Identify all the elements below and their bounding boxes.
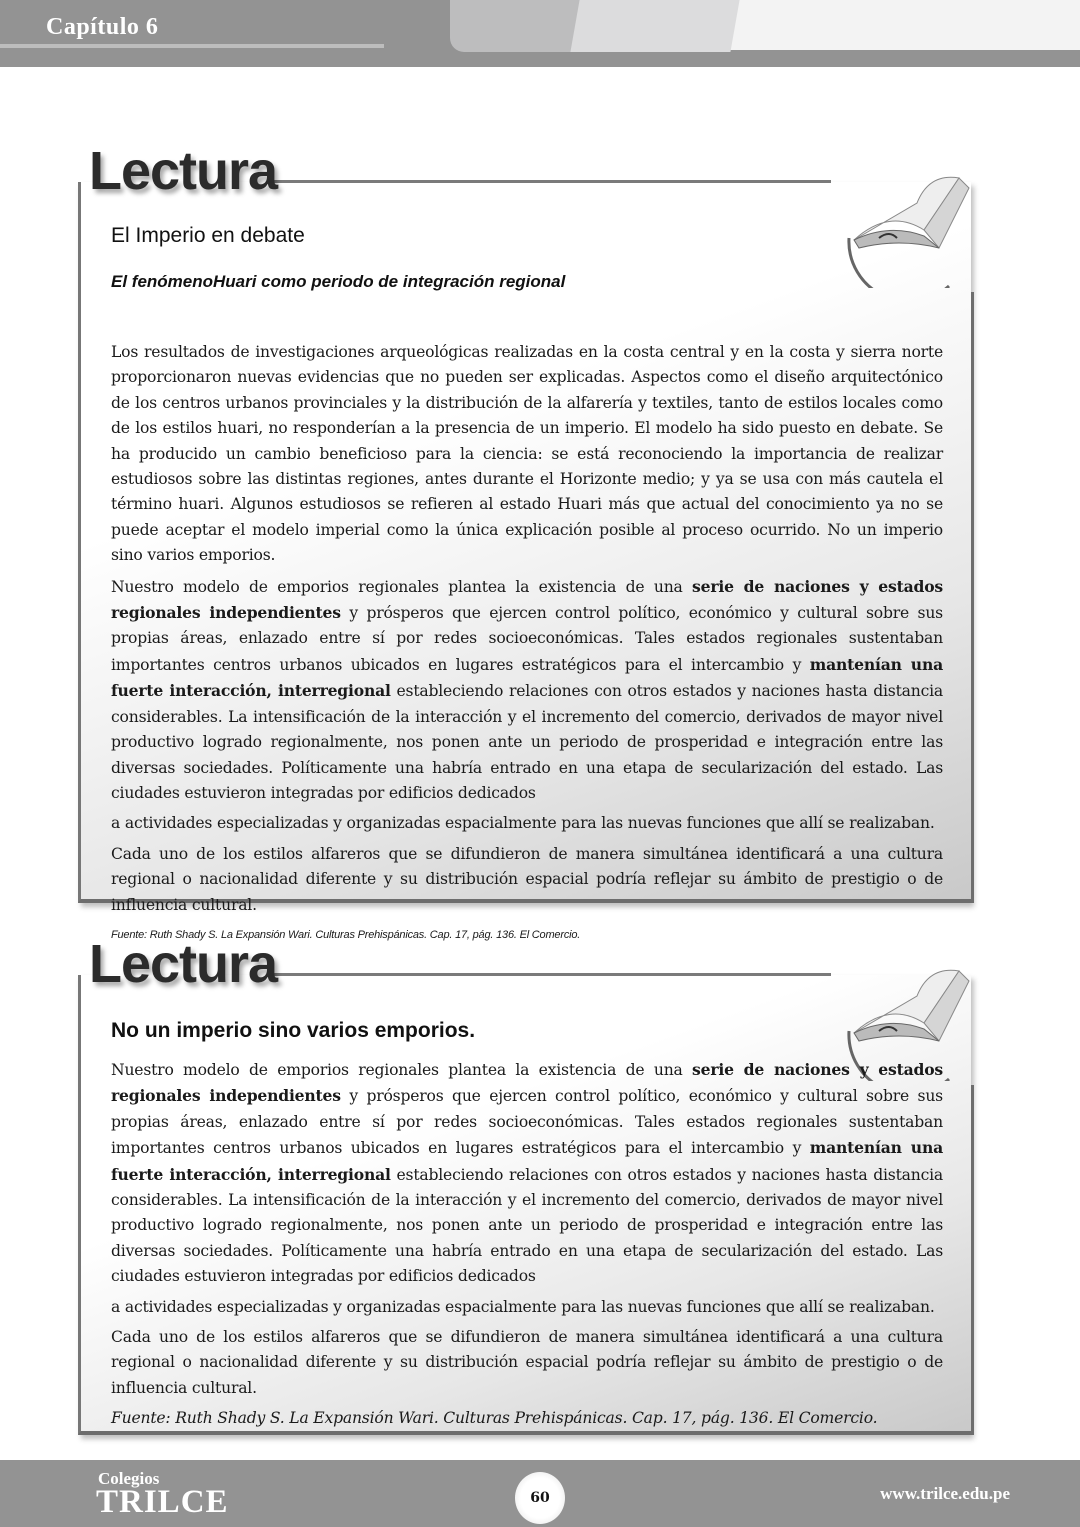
text: Cada uno de los estilos alfareros que se difundieron de manera simultánea identificará a una cultura regional o nacionalidad diferente y su distribución espacial podría reflejar su ámbito de prestigio o de influencia cultural. — [111, 844, 943, 914]
text: a actividades especializadas y organizadas espacialmente para las nuevas funciones que allí se realizaban. — [111, 814, 935, 833]
page-number: 60 — [515, 1472, 565, 1524]
text: Nuestro modelo de emporios regionales plantea la existencia de una — [111, 577, 693, 596]
header-divider — [0, 44, 384, 48]
text: Nuestro modelo de emporios regionales plantea la existencia de una — [111, 1061, 693, 1079]
reading-source: Fuente: Ruth Shady S. La Expansión Wari. Culturas Prehispánicas. Cap. 17, pág. 136. El Comercio. — [111, 928, 581, 941]
paragraph — [111, 842, 943, 918]
paragraph — [111, 1057, 943, 1290]
header-decoration — [700, 0, 1080, 50]
reading-title: No un imperio sino varios emporios. — [111, 1019, 476, 1042]
page-footer — [0, 1460, 1080, 1527]
header-decoration — [570, 0, 739, 52]
text: Los resultados de investigaciones arqueológicas realizadas en la costa central y en la costa y sierra norte proporcionaron nuevas evidencias que no pueden ser explicadas. Aspectos como el diseño arquitectónico de los centros urbanos provinciales y la distribución de la alfarería y textiles, tanto de estilos locales como de los estilos huari, no responderían a la presencia de un imperio. El modelo ha sido puesto en debate. Se ha producido un cambio beneficioso para la ciencia: se está reconociendo la importancia de realizar estudiosos sobre las distintas regiones, antes durante el Horizonte medio; y ya se usa con más cautela el término huari. Algunos estudiosos se refieren al estado Huari más que actual del conocimiento ya no se puede aceptar el modelo imperial como la única explicación posible al proceso ocurrido. No un imperio sino varios emporios. — [111, 343, 943, 565]
reading-heading: Lectura — [89, 934, 278, 994]
text: a actividades especializadas y organizadas espacialmente para las nuevas funciones que allí se realizaban. — [111, 1297, 935, 1316]
reading-body — [111, 340, 943, 948]
paragraph — [111, 1325, 943, 1401]
text: y prósperos que ejercen control político, económico y cultural sobre sus propias áreas, enlazado entre sí por redes socioeconómicas. Tales estados regionales sustentaban importantes centros urbanos ubicados en lugares estratégicos para el intercambio y — [111, 1087, 943, 1158]
paragraph — [111, 1295, 943, 1320]
text: Cada uno de los estilos alfareros que se difundieron de manera simultánea identificará a una cultura regional o nacionalidad diferente y su distribución espacial podría reflejar su ámbito de prestigio o de influencia cultural. — [111, 1328, 943, 1397]
brand-logo: TRILCE — [96, 1484, 229, 1520]
reading-subtitle: El fenómenoHuari como periodo de integración regional — [111, 272, 566, 291]
paragraph — [111, 811, 943, 836]
chapter-header — [0, 0, 1080, 67]
brand-small: Colegios — [98, 1469, 160, 1488]
reading-box-1 — [78, 141, 971, 941]
reading-heading: Lectura — [89, 141, 278, 201]
paragraph — [111, 574, 943, 807]
paragraph — [111, 340, 943, 569]
open-book-icon — [829, 168, 979, 288]
box-top-rule — [271, 973, 831, 976]
chapter-title: Capítulo 6 — [46, 14, 159, 40]
reading-title: El Imperio en debate — [111, 224, 305, 247]
bold-text: serie de naciones y estados regionales independientes — [111, 576, 944, 623]
text: estableciendo relaciones con otros estados y naciones hasta distancia considerables. La intensificación de la interacción y el incremento del comercio, derivados de mayor nivel productivo logrado regionalmente, nos ponen ante un periodo de prosperidad e integración entre las diversas sociedades. Políticamente una habría entrado en una etapa de secularización del estado. Las ciudades estuvieron integradas por edificios dedicados — [111, 1165, 944, 1286]
bold-text: serie de naciones y estados regionales independientes — [111, 1060, 944, 1106]
bold-text: mantenían una fuerte interacción, interregional — [111, 654, 943, 701]
box-top-rule — [271, 180, 831, 183]
bold-text: mantenían una fuerte interacción, interregional — [111, 1138, 943, 1184]
reading-body — [111, 1057, 943, 1432]
reading-box-2 — [78, 934, 971, 1435]
website-link[interactable]: www.trilce.edu.pe — [880, 1484, 1010, 1503]
text: estableciendo relaciones con otros estados y naciones hasta distancia considerables. La intensificación de la interacción y el incremento del comercio, derivados de mayor nivel productivo logrado regionalmente, nos ponen ante un periodo de prosperidad e integración entre las diversas sociedades. Políticamente una habría entrado en una etapa de secularización del estado. Las ciudades estuvieron integradas por edificios dedicados — [111, 682, 944, 802]
text: y prósperos que ejercen control político, económico y cultural sobre sus propias áreas, enlazado entre sí por redes socioeconómicas. Tales estados regionales sustentaban importantes centros urbanos ubicados en lugares estratégicos para el intercambio y — [111, 604, 943, 674]
reading-source: Fuente: Ruth Shady S. La Expansión Wari. Culturas Prehispánicas. Cap. 17, pág. 136. El Comercio. — [111, 1409, 878, 1428]
